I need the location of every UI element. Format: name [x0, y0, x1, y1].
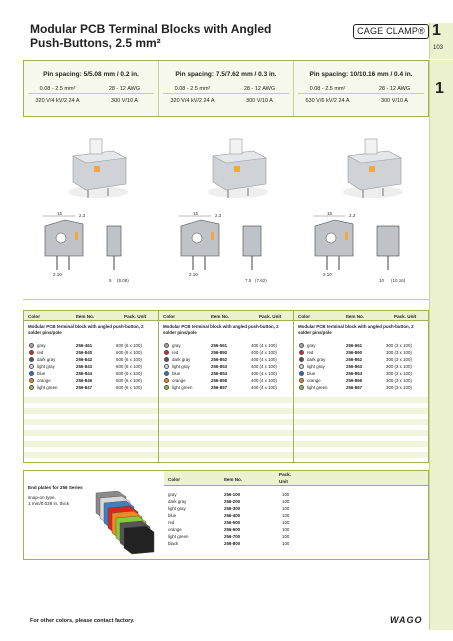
pack-unit: 600 (6 x 100)	[116, 371, 142, 376]
color-swatch	[29, 357, 34, 362]
item-number: 256-862	[346, 357, 363, 362]
color-name: light gray	[168, 506, 186, 511]
header-pack: Pack. Unit	[259, 314, 282, 319]
table-row	[24, 377, 158, 384]
table-row	[164, 512, 428, 519]
spec-ul-rating: 300 V/10 A	[111, 98, 138, 104]
color-name: red	[307, 350, 314, 355]
pack-unit: 600 (6 x 100)	[116, 357, 142, 362]
item-number: 256-500	[224, 520, 241, 525]
item-number: 256-700	[224, 534, 241, 539]
end-plate-swatch	[124, 526, 154, 554]
table-row	[159, 384, 293, 391]
footer-note: For other colors, please contact factory.	[30, 618, 135, 624]
color-swatch	[299, 371, 304, 376]
spec-col-3	[294, 61, 428, 116]
empty-row	[294, 397, 428, 403]
pack-unit: 300 (3 x 100)	[386, 357, 412, 362]
order-description: Modular PCB terminal block with angled push-button, 2 solder pins/pole	[28, 324, 144, 335]
color-name: blue	[172, 371, 181, 376]
empty-row	[159, 441, 293, 447]
color-name: dark gray	[168, 499, 187, 504]
color-name: orange	[37, 378, 51, 383]
order-col-1	[24, 311, 159, 462]
spec-awg: 28 - 12 AWG	[243, 86, 276, 92]
side-tab-number: 1	[435, 80, 444, 97]
spec-col-1	[24, 61, 159, 116]
pack-unit: 100	[282, 534, 290, 539]
color-name: orange	[307, 378, 321, 383]
pack-unit: 600 (6 x 100)	[116, 385, 142, 390]
terminal-block-photo-3	[343, 139, 403, 198]
spec-table	[23, 60, 429, 117]
table-row	[24, 356, 158, 363]
item-number: 256-100	[224, 492, 241, 497]
header-item: Item No.	[211, 314, 230, 319]
end-plates-header	[164, 471, 428, 486]
table-row	[159, 356, 293, 363]
color-name: blue	[168, 513, 177, 518]
table-row	[294, 356, 428, 363]
title-line-2: Push-Buttons, 2.5 mm²	[30, 36, 161, 50]
header-color: Color	[168, 477, 180, 482]
empty-row	[24, 452, 158, 458]
empty-row	[24, 408, 158, 414]
table-row	[294, 342, 428, 349]
item-number: 256-850	[211, 350, 228, 355]
spec-ul-rating: 300 V/10 A	[381, 98, 408, 104]
color-name: red	[172, 350, 179, 355]
table-row	[164, 491, 428, 498]
color-name: blue	[37, 371, 46, 376]
color-name: light green	[307, 385, 328, 390]
empty-row	[294, 452, 428, 458]
empty-row	[159, 397, 293, 403]
color-name: dark gray	[307, 357, 326, 362]
color-swatch	[299, 378, 304, 383]
color-swatch	[164, 343, 169, 348]
color-swatch	[164, 385, 169, 390]
dimension-drawing-2	[179, 211, 267, 283]
color-swatch	[164, 350, 169, 355]
color-swatch	[29, 350, 34, 355]
color-name: light green	[172, 385, 193, 390]
dimension-label: 15	[193, 211, 199, 216]
pack-unit: 100	[282, 492, 290, 497]
empty-row	[24, 397, 158, 403]
table-row	[159, 349, 293, 356]
dimension-drawing-1	[43, 211, 129, 283]
pack-unit: 100	[282, 527, 290, 532]
end-plates-illustration	[94, 491, 156, 555]
color-swatch	[299, 343, 304, 348]
header-color: Color	[298, 314, 310, 319]
item-number: 256-561	[211, 343, 228, 348]
table-row	[159, 370, 293, 377]
item-number: 256-857	[211, 385, 228, 390]
item-number: 256-866	[346, 378, 363, 383]
color-swatch	[299, 364, 304, 369]
divider	[298, 93, 424, 94]
pack-unit: 600 (6 x 100)	[116, 350, 142, 355]
divider	[163, 93, 289, 94]
empty-row	[159, 430, 293, 436]
pack-unit: 300 (3 x 100)	[386, 343, 412, 348]
terminal-block-photo-2	[208, 139, 268, 198]
spec-cross-section: 0.08 - 2.5 mm²	[174, 86, 211, 92]
color-swatch	[164, 364, 169, 369]
order-description: Modular PCB terminal block with angled push-button, 2 solder pins/pole	[163, 324, 279, 335]
table-row	[294, 363, 428, 370]
item-number: 256-300	[224, 506, 241, 511]
dimension-label: 5	[109, 278, 112, 283]
table-row	[164, 533, 428, 540]
pack-unit: 100	[282, 541, 290, 546]
spec-iec-rating: 320 V/4 kV/2 24 A	[35, 98, 80, 104]
color-name: blue	[307, 371, 316, 376]
cage-clamp-logo: CAGE CLAMP®	[353, 24, 429, 39]
dimension-label: 15	[327, 211, 333, 216]
spec-iec-rating: 320 V/4 kV/2 24 A	[170, 98, 215, 104]
table-row	[164, 540, 428, 547]
pack-unit: 300 (3 x 100)	[386, 350, 412, 355]
table-row	[24, 349, 158, 356]
item-number: 256-200	[224, 499, 241, 504]
pack-unit: 400 (4 x 100)	[251, 378, 277, 383]
item-number: 256-847	[76, 385, 93, 390]
dimension-label: (5.08)	[117, 278, 129, 283]
table-row	[159, 377, 293, 384]
end-plates-table	[23, 470, 429, 560]
table-row	[24, 363, 158, 370]
table-row	[294, 370, 428, 377]
empty-row	[294, 419, 428, 425]
empty-row	[159, 408, 293, 414]
spec-iec-rating: 630 V/6 kV/2 24 A	[305, 98, 350, 104]
pack-unit: 400 (4 x 100)	[251, 350, 277, 355]
pack-unit: 400 (4 x 100)	[251, 357, 277, 362]
product-illustrations	[23, 130, 429, 300]
ordering-table	[23, 310, 429, 463]
side-tab	[429, 60, 453, 630]
dimension-label: 2.10	[53, 272, 62, 277]
dimension-drawing-3	[313, 211, 406, 283]
pack-unit: 600 (6 x 100)	[116, 343, 142, 348]
item-number: 256-400	[224, 513, 241, 518]
color-swatch	[164, 357, 169, 362]
header-item: Item No.	[346, 314, 365, 319]
empty-row	[294, 408, 428, 414]
item-number: 256-854	[211, 371, 228, 376]
pack-unit: 600 (6 x 100)	[116, 378, 142, 383]
empty-row	[24, 441, 158, 447]
spec-heading: Pin spacing: 10/10.16 mm / 0.4 in.	[309, 71, 413, 78]
order-header	[294, 311, 428, 321]
color-name: light green	[37, 385, 58, 390]
item-number: 256-800	[224, 541, 241, 546]
color-name: light gray	[307, 364, 325, 369]
spec-heading: Pin spacing: 7.5/7.62 mm / 0.3 in.	[175, 71, 277, 78]
color-name: red	[37, 350, 44, 355]
item-number: 256-842	[76, 357, 93, 362]
empty-row	[24, 419, 158, 425]
item-number: 256-863	[346, 364, 363, 369]
empty-row	[294, 430, 428, 436]
pack-unit: 300 (3 x 100)	[386, 378, 412, 383]
dimension-label: 7.5	[245, 278, 252, 283]
color-name: light green	[168, 534, 189, 539]
spec-heading: Pin spacing: 5/5.08 mm / 0.2 in.	[43, 71, 139, 78]
pack-unit: 400 (4 x 100)	[251, 385, 277, 390]
table-row	[164, 505, 428, 512]
table-row	[24, 342, 158, 349]
dimension-label: 2.10	[323, 272, 332, 277]
pack-unit: 600 (6 x 100)	[116, 364, 142, 369]
spec-awg: 28 - 12 AWG	[378, 86, 411, 92]
order-col-3	[294, 311, 428, 462]
color-swatch	[164, 371, 169, 376]
color-name: gray	[168, 492, 177, 497]
order-col-2	[159, 311, 294, 462]
terminal-block-photo-1	[68, 139, 128, 198]
spec-ul-rating: 300 V/10 A	[246, 98, 273, 104]
product-images	[23, 130, 429, 300]
header-pack-unit: Unit	[279, 479, 288, 484]
page-tab-number: 1	[432, 22, 441, 39]
item-number: 256-844	[76, 371, 93, 376]
color-name: orange	[172, 378, 186, 383]
empty-row	[294, 441, 428, 447]
color-name: red	[168, 520, 175, 525]
table-row	[24, 370, 158, 377]
table-row	[294, 349, 428, 356]
dimension-label: 15	[57, 211, 63, 216]
pack-unit: 100	[282, 513, 290, 518]
divider	[28, 93, 154, 94]
pack-unit: 100	[282, 506, 290, 511]
table-row	[294, 377, 428, 384]
color-swatch	[299, 385, 304, 390]
header-color: Color	[28, 314, 40, 319]
pack-unit: 400 (4 x 100)	[251, 343, 277, 348]
header-pack: Pack.	[279, 472, 292, 477]
item-number: 256-843	[76, 364, 93, 369]
table-row	[24, 384, 158, 391]
item-number: 256-600	[224, 527, 241, 532]
table-row	[164, 519, 428, 526]
color-swatch	[29, 385, 34, 390]
dimension-label: 2,3	[79, 213, 86, 218]
spec-col-2	[159, 61, 294, 116]
table-row	[159, 342, 293, 349]
end-plates-title: End plates for 256 Series	[28, 485, 83, 490]
empty-row	[159, 419, 293, 425]
dimension-label: (7.62)	[255, 278, 267, 283]
color-name: light gray	[172, 364, 190, 369]
color-swatch	[29, 364, 34, 369]
color-name: black	[168, 541, 179, 546]
pack-unit: 300 (3 x 100)	[386, 385, 412, 390]
item-number: 256-864	[346, 371, 363, 376]
item-number: 256-852	[211, 357, 228, 362]
item-number: 256-840	[76, 350, 93, 355]
title-line-1: Modular PCB Terminal Blocks with Angled	[30, 22, 272, 36]
empty-row	[24, 430, 158, 436]
wago-logo: WAGO	[390, 615, 423, 625]
color-swatch	[29, 378, 34, 383]
dimension-label: 2,3	[215, 213, 222, 218]
spec-awg: 28 - 12 AWG	[108, 86, 141, 92]
color-name: dark gray	[37, 357, 56, 362]
pack-unit: 400 (4 x 100)	[251, 364, 277, 369]
pack-unit: 100	[282, 520, 290, 525]
color-name: gray	[172, 343, 181, 348]
spec-cross-section: 0.08 - 2.5 mm²	[309, 86, 346, 92]
header-item: Item No.	[76, 314, 95, 319]
empty-row	[159, 452, 293, 458]
item-number: 256-461	[76, 343, 93, 348]
color-name: gray	[307, 343, 316, 348]
color-swatch	[299, 350, 304, 355]
dimension-label: 10	[379, 278, 385, 283]
color-swatch	[299, 357, 304, 362]
page-title	[30, 22, 350, 50]
header-item: Item No.	[224, 477, 243, 482]
color-swatch	[29, 371, 34, 376]
header-pack: Pack. Unit	[394, 314, 417, 319]
page-number: 103	[433, 45, 444, 51]
pack-unit: 400 (4 x 100)	[251, 371, 277, 376]
table-row	[294, 384, 428, 391]
pack-unit: 100	[282, 499, 290, 504]
color-swatch	[164, 378, 169, 383]
color-name: gray	[37, 343, 46, 348]
item-number: 256-661	[346, 343, 363, 348]
order-header	[159, 311, 293, 321]
header-pack: Pack. Unit	[124, 314, 147, 319]
dimension-label: (10.16)	[391, 278, 406, 283]
item-number: 256-846	[76, 378, 93, 383]
item-number: 256-856	[211, 378, 228, 383]
pack-unit: 300 (3 x 100)	[386, 371, 412, 376]
item-number: 256-867	[346, 385, 363, 390]
end-plates-desc-2: 1 mm/0.039 in. thick	[28, 501, 70, 506]
color-name: orange	[168, 527, 182, 532]
table-row	[164, 526, 428, 533]
color-swatch	[29, 343, 34, 348]
pack-unit: 300 (3 x 100)	[386, 364, 412, 369]
order-description: Modular PCB terminal block with angled push-button, 2 solder pins/pole	[298, 324, 414, 335]
color-name: dark gray	[172, 357, 191, 362]
end-plates-info	[28, 485, 98, 507]
item-number: 256-853	[211, 364, 228, 369]
header-color: Color	[163, 314, 175, 319]
end-plates-desc-1: snap-on type,	[28, 495, 56, 500]
item-number: 256-860	[346, 350, 363, 355]
spec-cross-section: 0.08 - 2.5 mm²	[39, 86, 76, 92]
dimension-label: 2,3	[349, 213, 356, 218]
table-row	[159, 363, 293, 370]
dimension-label: 2.10	[189, 272, 198, 277]
order-header	[24, 311, 158, 321]
table-row	[164, 498, 428, 505]
color-name: light gray	[37, 364, 55, 369]
